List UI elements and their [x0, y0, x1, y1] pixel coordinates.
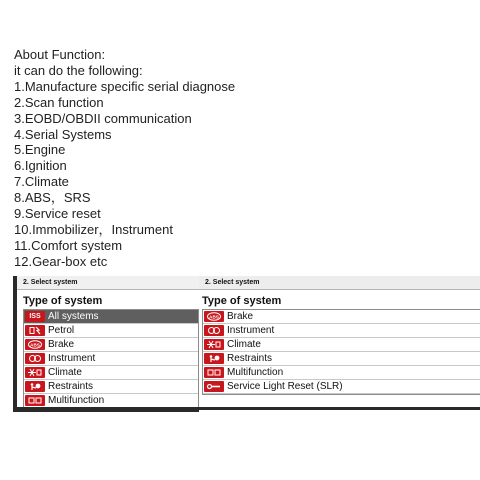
system-item-label: Instrument: [48, 353, 96, 364]
wrench-icon: [204, 381, 224, 392]
intro-line: 2.Scan function: [14, 94, 104, 110]
system-item-label: Petrol: [48, 325, 75, 336]
intro-line: it can do the following:: [14, 62, 143, 78]
abs-icon: [25, 339, 45, 350]
type-of-system-title: Type of system: [202, 295, 282, 307]
multifunction-icon: [204, 367, 224, 378]
system-item-brake[interactable]: [203, 310, 480, 324]
climate-icon: [25, 367, 45, 378]
system-item-label: Restraints: [227, 353, 273, 364]
system-item-label: Brake: [227, 311, 254, 322]
system-item-label: Multifunction: [227, 367, 284, 378]
system-item-service-light-reset[interactable]: [203, 380, 480, 394]
panel-header: 2. Select system: [199, 276, 480, 290]
climate-icon: [204, 339, 224, 350]
abs-icon: [204, 311, 224, 322]
airbag-icon: [25, 381, 45, 392]
system-item-label: Service Light Reset (SLR): [227, 381, 343, 392]
system-item-petrol[interactable]: [24, 324, 198, 338]
system-item-label: Brake: [48, 339, 75, 350]
system-item-restraints[interactable]: [203, 352, 480, 366]
airbag-icon: [204, 353, 224, 364]
intro-line: 1.Manufacture specific serial diagnose: [14, 78, 236, 94]
intro-line: 7.Climate: [14, 174, 69, 190]
system-item-label: All systems: [48, 311, 99, 322]
system-item-label: Instrument: [227, 325, 275, 336]
system-item-multifunction[interactable]: [203, 366, 480, 380]
system-item-label: Restraints: [48, 381, 94, 392]
select-system-panel-right: [199, 276, 480, 412]
function-description: [14, 47, 474, 270]
panel-header: 2. Select system: [17, 276, 203, 290]
system-list: [23, 309, 199, 409]
system-item-climate[interactable]: [203, 338, 480, 352]
intro-line: About Function:: [14, 47, 106, 62]
svg-text:ABS: ABS: [209, 314, 219, 320]
intro-line: 12.Gear-box etc: [14, 253, 108, 269]
intro-line: 9.Service reset: [14, 206, 101, 222]
iss-icon: ISS: [25, 311, 45, 322]
panel-bottom-border: [17, 407, 203, 412]
type-of-system-title: Type of system: [23, 295, 103, 307]
system-item-instrument[interactable]: [203, 324, 480, 338]
instrument-icon: [25, 353, 45, 364]
system-list: [202, 309, 480, 395]
system-item-climate[interactable]: [24, 366, 198, 380]
fuel-icon: [25, 325, 45, 336]
svg-text:ABS: ABS: [30, 342, 40, 348]
system-item-instrument[interactable]: [24, 352, 198, 366]
intro-line: 8.ABS，SRS: [14, 190, 91, 206]
select-system-panel-left: [13, 276, 203, 412]
multifunction-icon: [25, 395, 45, 406]
intro-line: 4.Serial Systems: [14, 126, 112, 142]
system-item-all-systems[interactable]: [24, 310, 198, 324]
system-item-label: Climate: [48, 367, 82, 378]
system-item-restraints[interactable]: [24, 380, 198, 394]
intro-line: 3.EOBD/OBDII communication: [14, 110, 192, 126]
intro-line: 6.Ignition: [14, 158, 67, 174]
system-item-multifunction[interactable]: [24, 394, 198, 408]
system-item-brake[interactable]: [24, 338, 198, 352]
intro-line: 5.Engine: [14, 142, 66, 158]
intro-line: 11.Comfort system: [14, 237, 123, 253]
system-item-label: Climate: [227, 339, 261, 350]
panel-bottom-border: [199, 407, 480, 410]
instrument-icon: [204, 325, 224, 336]
intro-line: 10.Immobilizer，Instrument: [14, 221, 173, 237]
system-item-label: Multifunction: [48, 395, 105, 406]
